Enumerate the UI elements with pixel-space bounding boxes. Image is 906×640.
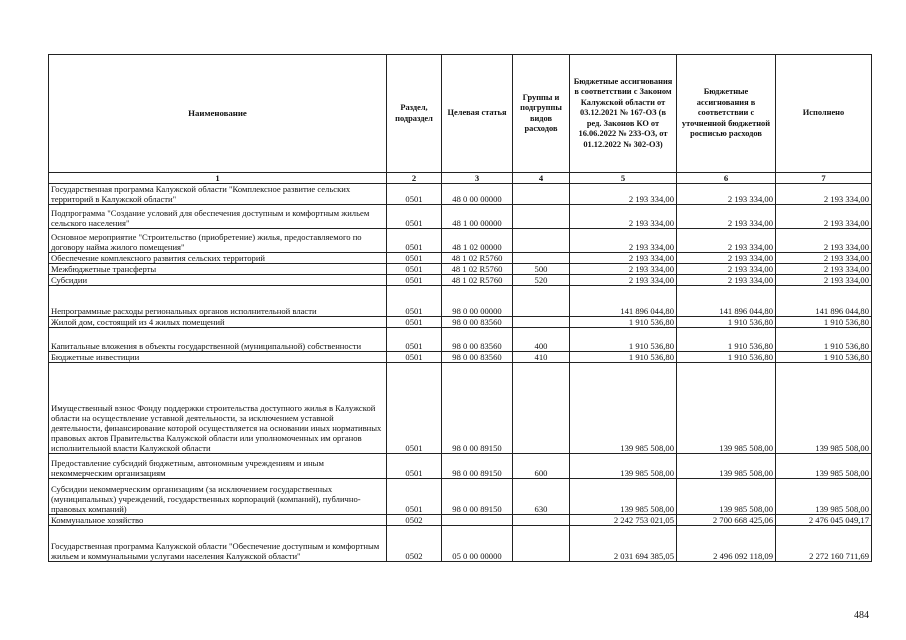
row-group: 410 bbox=[513, 352, 570, 363]
row-law: 1 910 536,80 bbox=[570, 317, 677, 328]
row-executed: 2 193 334,00 bbox=[776, 275, 872, 286]
table-row bbox=[49, 479, 872, 515]
row-name: Обеспечение комплексного развития сельских территорий bbox=[49, 253, 387, 264]
row-section: 0501 bbox=[387, 253, 442, 264]
row-law: 2 031 694 385,05 bbox=[570, 526, 677, 562]
row-law: 139 985 508,00 bbox=[570, 479, 677, 515]
row-executed: 139 985 508,00 bbox=[776, 363, 872, 454]
row-law: 2 242 753 021,05 bbox=[570, 515, 677, 526]
row-section: 0501 bbox=[387, 264, 442, 275]
row-name: Государственная программа Калужской области "Комплексное развитие сельских территорий в Калужской области" bbox=[49, 184, 387, 205]
row-section: 0501 bbox=[387, 205, 442, 229]
row-clarified: 139 985 508,00 bbox=[677, 454, 776, 479]
row-executed: 2 272 160 711,69 bbox=[776, 526, 872, 562]
row-name: Подпрограмма "Создание условий для обеспечения доступным и комфортным жильем сельского населения" bbox=[49, 205, 387, 229]
row-clarified: 1 910 536,80 bbox=[677, 328, 776, 352]
row-name: Межбюджетные трансферты bbox=[49, 264, 387, 275]
row-section: 0501 bbox=[387, 184, 442, 205]
row-section: 0501 bbox=[387, 286, 442, 317]
row-name: Имущественный взнос Фонду поддержки строительства доступного жилья в Калужской области на осуществление уставной деятельности, за исключением уставной деятельности, финансирование которой осуществляется на основании иных нормативных правовых актов Правительства Калужской области или уполномоченных им органов исполнительной власти Калужской области bbox=[49, 363, 387, 454]
column-number: 5 bbox=[570, 173, 677, 184]
row-clarified: 1 910 536,80 bbox=[677, 352, 776, 363]
row-law: 2 193 334,00 bbox=[570, 184, 677, 205]
row-law: 2 193 334,00 bbox=[570, 275, 677, 286]
row-group: 600 bbox=[513, 454, 570, 479]
header-executed: Исполнено bbox=[776, 55, 872, 173]
row-clarified: 2 193 334,00 bbox=[677, 205, 776, 229]
header-clarified-allocations: Бюджетные ассигнования в соответствии с уточненной бюджетной росписью расходов bbox=[677, 55, 776, 173]
row-section: 0501 bbox=[387, 275, 442, 286]
column-number: 4 bbox=[513, 173, 570, 184]
table-row bbox=[49, 205, 872, 229]
column-number: 6 bbox=[677, 173, 776, 184]
header-target: Целевая статья bbox=[442, 55, 513, 173]
row-clarified: 2 193 334,00 bbox=[677, 275, 776, 286]
row-executed: 141 896 044,80 bbox=[776, 286, 872, 317]
row-name: Государственная программа Калужской области "Обеспечение доступным и комфортным жильем и коммунальными услугами населения Калужской области" bbox=[49, 526, 387, 562]
header-law-allocations: Бюджетные ассигнования в соответствии с Законом Калужской области от 03.12.2021 № 167-ОЗ (в ред. Законов КО от 16.06.2022 № 233-ОЗ, от 01.12.2022 № 302-ОЗ) bbox=[570, 55, 677, 173]
row-executed: 2 193 334,00 bbox=[776, 229, 872, 253]
row-clarified: 139 985 508,00 bbox=[677, 363, 776, 454]
row-law: 1 910 536,80 bbox=[570, 328, 677, 352]
row-target: 48 1 02 R5760 bbox=[442, 264, 513, 275]
row-group bbox=[513, 317, 570, 328]
row-law: 141 896 044,80 bbox=[570, 286, 677, 317]
row-law: 2 193 334,00 bbox=[570, 253, 677, 264]
row-group bbox=[513, 526, 570, 562]
table-body bbox=[49, 184, 872, 562]
row-section: 0501 bbox=[387, 328, 442, 352]
row-law: 2 193 334,00 bbox=[570, 264, 677, 275]
row-target: 48 1 02 R5760 bbox=[442, 253, 513, 264]
header-groups: Группы и подгруппы видов расходов bbox=[513, 55, 570, 173]
row-group bbox=[513, 515, 570, 526]
table-row bbox=[49, 317, 872, 328]
row-group bbox=[513, 184, 570, 205]
row-target bbox=[442, 515, 513, 526]
row-executed: 1 910 536,80 bbox=[776, 328, 872, 352]
table-row bbox=[49, 352, 872, 363]
row-executed: 139 985 508,00 bbox=[776, 479, 872, 515]
table-row bbox=[49, 526, 872, 562]
row-section: 0501 bbox=[387, 352, 442, 363]
header-row bbox=[49, 55, 872, 173]
row-group bbox=[513, 253, 570, 264]
table-row bbox=[49, 454, 872, 479]
row-target: 98 0 00 83560 bbox=[442, 328, 513, 352]
row-law: 2 193 334,00 bbox=[570, 229, 677, 253]
table-row bbox=[49, 286, 872, 317]
budget-table bbox=[48, 54, 872, 562]
table-row bbox=[49, 264, 872, 275]
table-row bbox=[49, 253, 872, 264]
column-number-row bbox=[49, 173, 872, 184]
row-target: 48 1 02 R5760 bbox=[442, 275, 513, 286]
row-clarified: 2 193 334,00 bbox=[677, 253, 776, 264]
row-section: 0501 bbox=[387, 479, 442, 515]
row-group: 500 bbox=[513, 264, 570, 275]
row-executed: 2 193 334,00 bbox=[776, 184, 872, 205]
column-number: 2 bbox=[387, 173, 442, 184]
header-name: Наименование bbox=[49, 55, 387, 173]
header-section: Раздел, подраздел bbox=[387, 55, 442, 173]
row-target: 98 0 00 00000 bbox=[442, 286, 513, 317]
row-executed: 2 193 334,00 bbox=[776, 205, 872, 229]
row-executed: 2 193 334,00 bbox=[776, 253, 872, 264]
row-name: Субсидии bbox=[49, 275, 387, 286]
row-name: Основное мероприятие "Строительство (приобретение) жилья, предоставляемого по договору найма жилого помещения" bbox=[49, 229, 387, 253]
table-row bbox=[49, 328, 872, 352]
row-clarified: 1 910 536,80 bbox=[677, 317, 776, 328]
row-target: 98 0 00 83560 bbox=[442, 317, 513, 328]
row-law: 139 985 508,00 bbox=[570, 363, 677, 454]
row-group bbox=[513, 205, 570, 229]
row-name: Предоставление субсидий бюджетным, автономным учреждениям и иным некоммерческим организациям bbox=[49, 454, 387, 479]
column-number: 7 bbox=[776, 173, 872, 184]
row-clarified: 2 700 668 425,06 bbox=[677, 515, 776, 526]
table-row bbox=[49, 363, 872, 454]
row-executed: 1 910 536,80 bbox=[776, 317, 872, 328]
column-number: 1 bbox=[49, 173, 387, 184]
row-clarified: 2 193 334,00 bbox=[677, 264, 776, 275]
row-name: Субсидии некоммерческим организациям (за исключением государственных (муниципальных) учреждений, государственных корпораций (компаний), публично-правовых компаний) bbox=[49, 479, 387, 515]
row-target: 05 0 00 00000 bbox=[442, 526, 513, 562]
row-target: 48 1 02 00000 bbox=[442, 229, 513, 253]
row-section: 0501 bbox=[387, 317, 442, 328]
row-target: 98 0 00 89150 bbox=[442, 479, 513, 515]
row-law: 1 910 536,80 bbox=[570, 352, 677, 363]
page-number: 484 bbox=[854, 610, 869, 621]
row-name: Капитальные вложения в объекты государственной (муниципальной) собственности bbox=[49, 328, 387, 352]
row-section: 0501 bbox=[387, 229, 442, 253]
row-target: 98 0 00 89150 bbox=[442, 454, 513, 479]
row-name: Непрограммные расходы региональных органов исполнительной власти bbox=[49, 286, 387, 317]
row-executed: 2 193 334,00 bbox=[776, 264, 872, 275]
row-law: 2 193 334,00 bbox=[570, 205, 677, 229]
table-row bbox=[49, 275, 872, 286]
row-name: Бюджетные инвестиции bbox=[49, 352, 387, 363]
row-clarified: 139 985 508,00 bbox=[677, 479, 776, 515]
row-target: 48 0 00 00000 bbox=[442, 184, 513, 205]
row-group: 630 bbox=[513, 479, 570, 515]
table-row bbox=[49, 184, 872, 205]
row-executed: 139 985 508,00 bbox=[776, 454, 872, 479]
row-name: Жилой дом, состоящий из 4 жилых помещений bbox=[49, 317, 387, 328]
row-section: 0501 bbox=[387, 363, 442, 454]
row-group: 520 bbox=[513, 275, 570, 286]
row-section: 0501 bbox=[387, 454, 442, 479]
row-clarified: 2 193 334,00 bbox=[677, 229, 776, 253]
row-clarified: 141 896 044,80 bbox=[677, 286, 776, 317]
row-name: Коммунальное хозяйство bbox=[49, 515, 387, 526]
row-group bbox=[513, 229, 570, 253]
row-law: 139 985 508,00 bbox=[570, 454, 677, 479]
row-group: 400 bbox=[513, 328, 570, 352]
row-target: 48 1 00 00000 bbox=[442, 205, 513, 229]
row-target: 98 0 00 89150 bbox=[442, 363, 513, 454]
row-group bbox=[513, 286, 570, 317]
table-row bbox=[49, 229, 872, 253]
row-executed: 1 910 536,80 bbox=[776, 352, 872, 363]
row-section: 0502 bbox=[387, 515, 442, 526]
row-clarified: 2 193 334,00 bbox=[677, 184, 776, 205]
row-target: 98 0 00 83560 bbox=[442, 352, 513, 363]
column-number: 3 bbox=[442, 173, 513, 184]
row-executed: 2 476 045 049,17 bbox=[776, 515, 872, 526]
row-clarified: 2 496 092 118,09 bbox=[677, 526, 776, 562]
row-group bbox=[513, 363, 570, 454]
table-row bbox=[49, 515, 872, 526]
row-section: 0502 bbox=[387, 526, 442, 562]
